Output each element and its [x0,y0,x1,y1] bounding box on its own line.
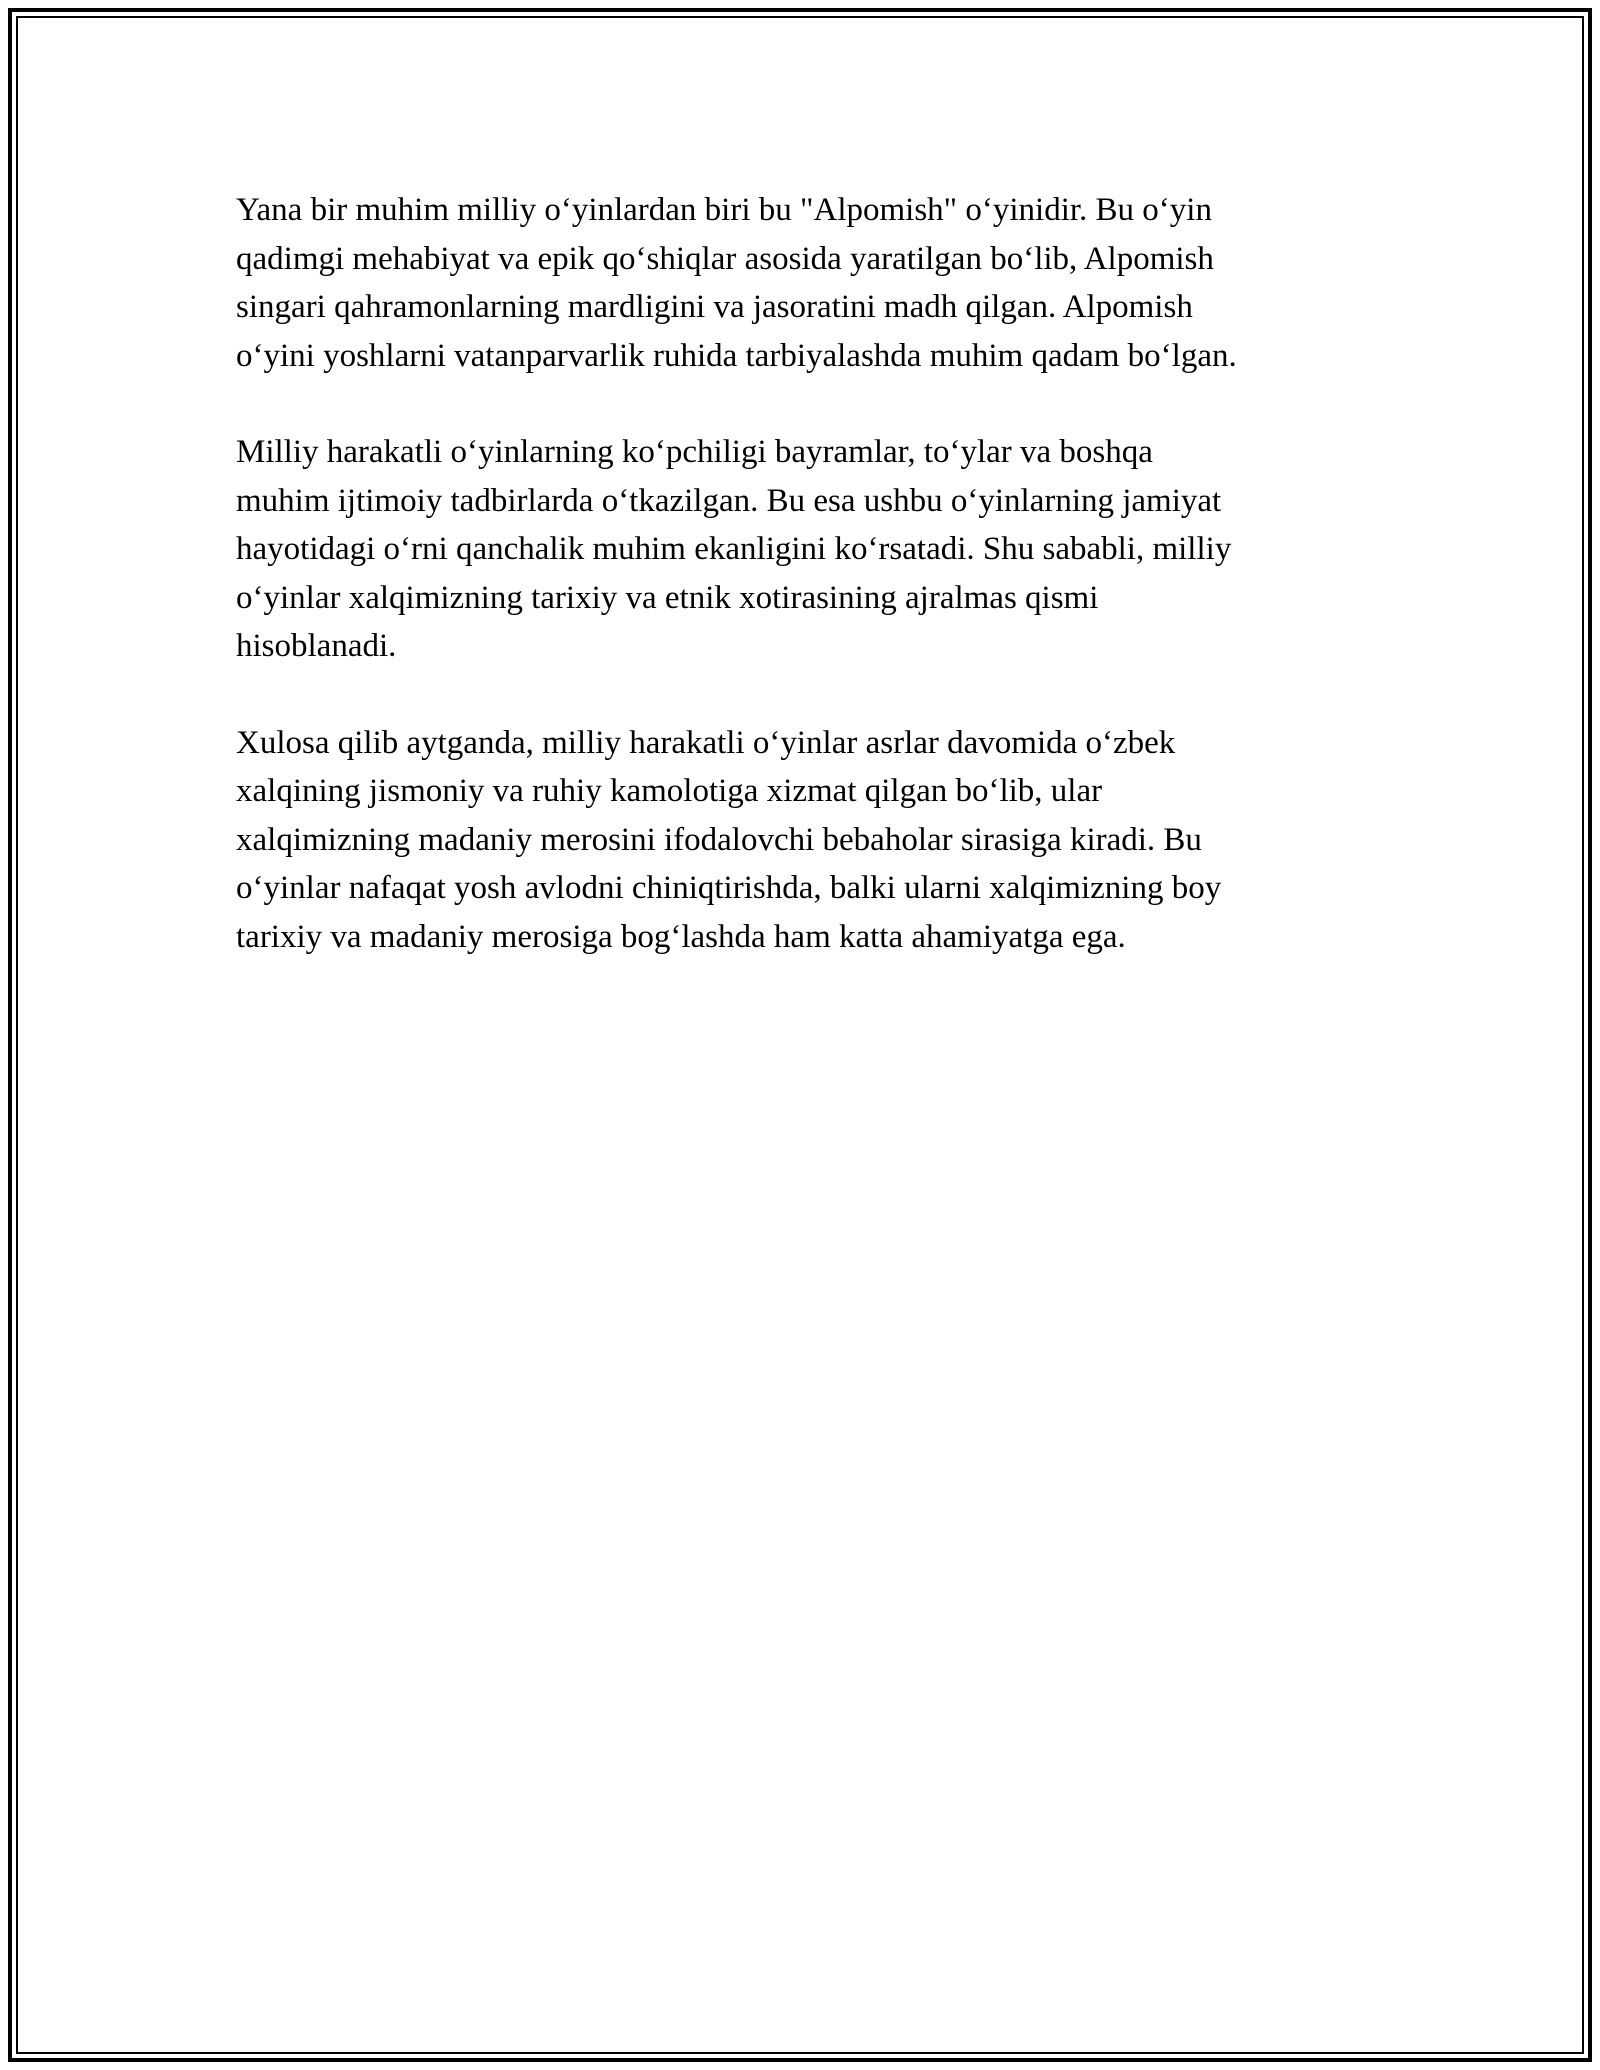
text-line: Yana bir muhim milliy o‘yinlardan biri bu "Alpomish" o‘yinidir. Bu o‘yin [236,192,1212,228]
text-line: xalqining jismoniy va ruhiy kamolotiga xizmat qilgan bo‘lib, ular [236,773,1103,809]
paragraph-conclusion [236,719,1366,962]
paragraph-alpomish [236,186,1366,380]
text-line: Xulosa qilib aytganda, milliy harakatli o‘yinlar asrlar davomida o‘zbek [236,724,1176,761]
text-line: muhim ijtimoiy tadbirlarda o‘tkazilgan. Bu esa ushbu o‘yinlarning jamiyat [236,482,1222,519]
text-line: o‘yini yoshlarni vatanparvarlik ruhida tarbiyalashda muhim qadam bo‘lgan. [236,337,1237,374]
text-line: xalqimizning madaniy merosini ifodalovchi bebaholar sirasiga kiradi. Bu [236,821,1202,858]
text-line: singari qahramonlarning mardligini va jasoratini madh qilgan. Alpomish [236,289,1193,325]
text-line: tarixiy va madaniy merosiga bog‘lashda ham katta ahamiyatga ega. [236,918,1126,955]
paragraph-festivals [236,428,1366,671]
text-line: o‘yinlar xalqimizning tarixiy va etnik xotirasining ajralmas qismi [236,579,1099,616]
text-line: Milliy harakatli o‘yinlarning ko‘pchiligi bayramlar, to‘ylar va boshqa [236,434,1153,470]
text-line: hisoblanadi. [236,628,397,664]
document-body [236,186,1366,1009]
text-line: hayotidagi o‘rni qanchalik muhim ekanligini ko‘rsatadi. Shu sababli, milliy [236,531,1232,567]
text-line: o‘yinlar nafaqat yosh avlodni chiniqtirishda, balki ularni xalqimizning boy [236,870,1222,906]
text-line: qadimgi mehabiyat va epik qo‘shiqlar asosida yaratilgan bo‘lib, Alpomish [236,240,1214,277]
